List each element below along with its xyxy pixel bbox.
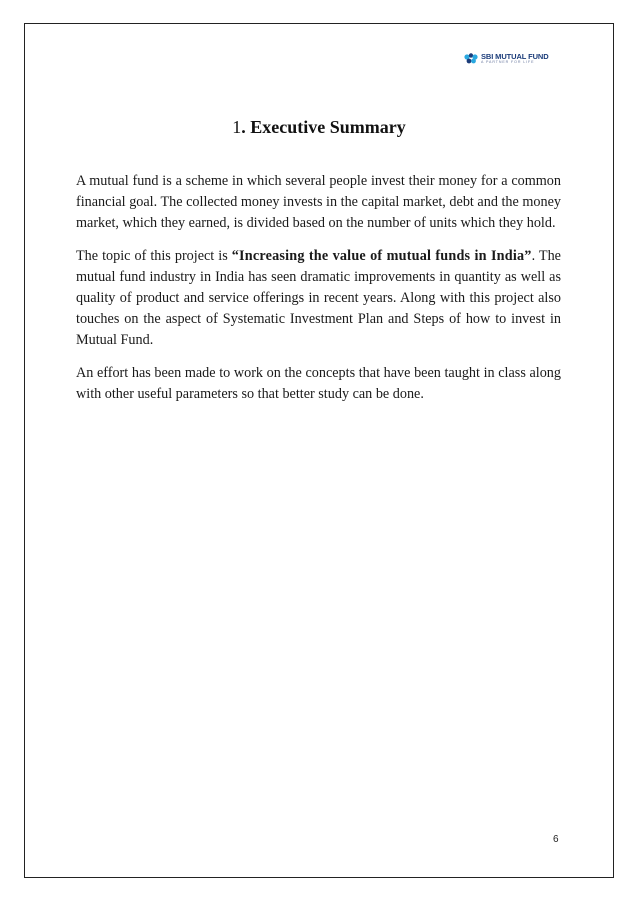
section-title: . Executive Summary (241, 117, 406, 137)
sbi-mutual-fund-logo (463, 50, 559, 68)
paragraph-definition: A mutual fund is a scheme in which several people invest their money for a common financial goal. The collected money invests in the capital market, debt and the money market, which they earned, is divided based on the number of units which they hold. (76, 173, 561, 232)
project-title: “Increasing the value of mutual funds in India” (231, 247, 532, 264)
sbi-logo-icon (463, 53, 479, 65)
paragraph-effort: An effort has been made to work on the concepts that have been taught in class along with other useful parameters so that better study can be done. (76, 364, 561, 402)
topic-intro: The topic of this project is (76, 247, 232, 264)
page-border (24, 23, 614, 878)
topic-description: . The mutual fund industry in India has seen dramatic improvements in quantity as well as quality of product and service offerings in recent years. Along with this project also touches on the aspect of Systematic Investment Plan and Steps of how to invest in Mutual Fund. (76, 247, 561, 349)
section-heading (0, 117, 638, 138)
logo-tagline: A PARTNER FOR LIFE (481, 60, 535, 65)
page-number: 6 (553, 834, 559, 845)
paragraph-project-topic (76, 246, 561, 352)
logo-brand-text: SBI MUTUAL FUND (481, 51, 549, 61)
section-number: 1 (232, 117, 242, 137)
document-body (76, 171, 561, 416)
